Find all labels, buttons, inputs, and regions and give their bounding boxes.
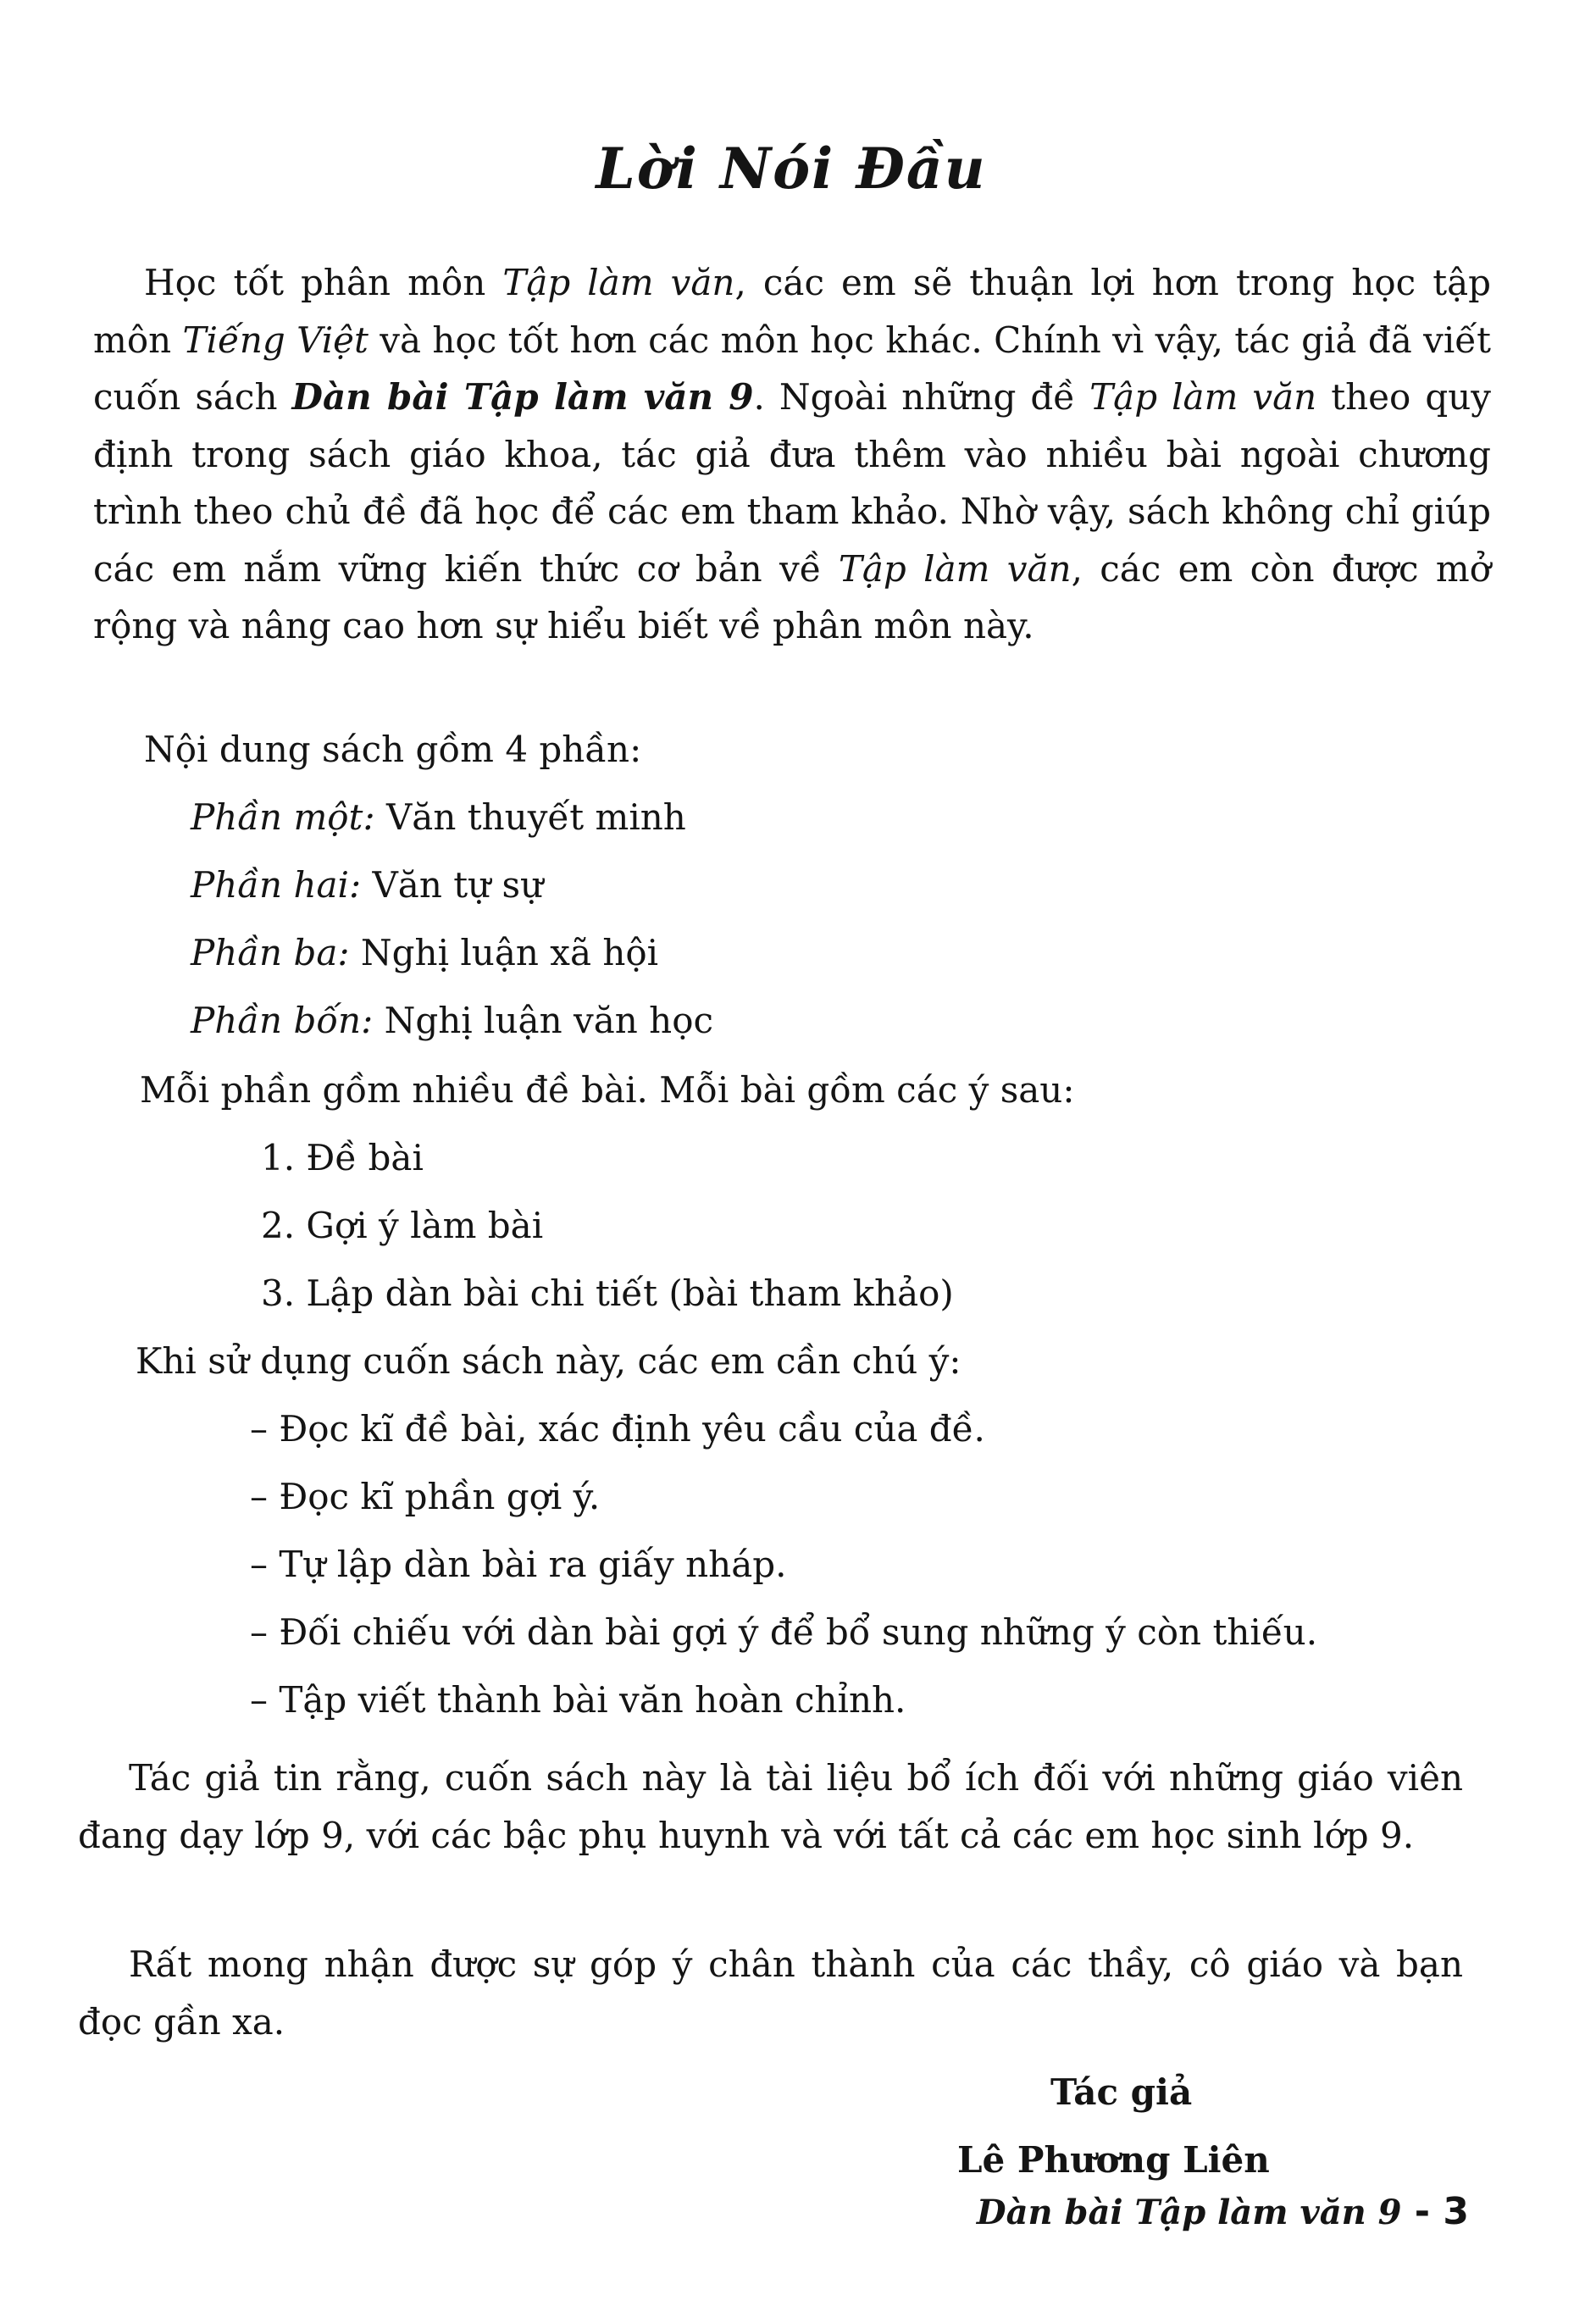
intro-text: Học tốt phân môn — [144, 262, 503, 303]
list-item: 3. Lập dàn bài chi tiết (bài tham khảo) — [261, 1272, 954, 1314]
intro-paragraph — [93, 254, 1491, 655]
part-item — [191, 1000, 713, 1041]
intro-italic: Tập làm văn — [838, 547, 1072, 590]
part-text: Văn tự sự — [361, 864, 544, 906]
list-item: 2. Gợi ý làm bài — [261, 1205, 544, 1246]
closing-text: Tác giả tin rằng, cuốn sách này là tài liệu bổ ích đối với những giáo viên đang dạy lớp 9, với các bậc phụ huynh và với tất cả các em học sinh lớp 9. — [78, 1757, 1463, 1856]
page-number: 3 — [1443, 2190, 1469, 2233]
intro-text: và học tốt hơn các môn học khác. Chính vì vậy, tác giả đã viết cuốn sách — [93, 319, 1491, 418]
list-item: 1. Đề bài — [261, 1137, 424, 1178]
usage-heading: Khi sử dụng cuốn sách này, các em cần chú ý: — [136, 1340, 961, 1382]
footer-separator: - — [1401, 2190, 1444, 2233]
closing-paragraph-2 — [78, 1936, 1463, 2050]
intro-italic: Tập làm văn — [502, 262, 735, 303]
book-title-bold: Dàn bài Tập làm văn 9 — [291, 376, 754, 418]
closing-paragraph — [78, 1749, 1463, 1864]
usage-item: – Tự lập dàn bài ra giấy nháp. — [250, 1544, 787, 1585]
closing-text-2: Rất mong nhận được sự góp ý chân thành của các thầy, cô giáo và bạn đọc gần xa. — [78, 1943, 1463, 2043]
intro-text: . Ngoài những đề — [753, 376, 1090, 418]
usage-item: – Đọc kĩ phần gợi ý. — [250, 1476, 601, 1517]
part-label: Phần hai: — [191, 864, 362, 906]
usage-item: – Đọc kĩ đề bài, xác định yêu cầu của đề. — [250, 1408, 985, 1450]
part-item — [191, 796, 686, 838]
intro-text: , các em còn được mở rộng và nâng cao hơn sự hiểu biết về phân môn này. — [93, 547, 1491, 646]
usage-item: – Đối chiếu với dàn bài gợi ý để bổ sung những ý còn thiếu. — [250, 1611, 1318, 1653]
part-label: Phần bốn: — [191, 1000, 374, 1041]
author-name: Lê Phương Liên — [957, 2139, 1270, 2181]
part-text: Nghị luận xã hội — [349, 932, 659, 973]
content-heading: Nội dung sách gồm 4 phần: — [144, 729, 642, 770]
intro-text: theo quy định trong sách giáo khoa, tác giả đưa thêm vào nhiều bài ngoài chương trình theo chủ đề đã học để các em tham khảo. Nhờ vậy, sách không chỉ giúp các em nắm vững kiến thức cơ bản về — [93, 376, 1492, 590]
page-title: Lời Nói Đầu — [596, 136, 987, 202]
intro-italic: Tập làm văn — [1089, 376, 1317, 418]
intro-italic: Tiếng Việt — [182, 319, 369, 361]
items-heading: Mỗi phần gồm nhiều đề bài. Mỗi bài gồm các ý sau: — [140, 1069, 1075, 1111]
part-text: Nghị luận văn học — [373, 1000, 714, 1041]
part-item — [191, 932, 658, 973]
part-label: Phần một: — [191, 796, 375, 838]
footer-book-title: Dàn bài Tập làm văn 9 — [976, 2193, 1402, 2232]
part-item — [191, 864, 543, 906]
part-label: Phần ba: — [191, 932, 350, 973]
intro-text: , các em sẽ thuận lợi hơn trong học tập môn — [93, 262, 1491, 361]
usage-item: – Tập viết thành bài văn hoàn chỉnh. — [250, 1679, 906, 1721]
page-footer — [977, 2190, 1469, 2233]
part-text: Văn thuyết minh — [374, 796, 686, 838]
author-role: Tác giả — [1050, 2071, 1193, 2113]
